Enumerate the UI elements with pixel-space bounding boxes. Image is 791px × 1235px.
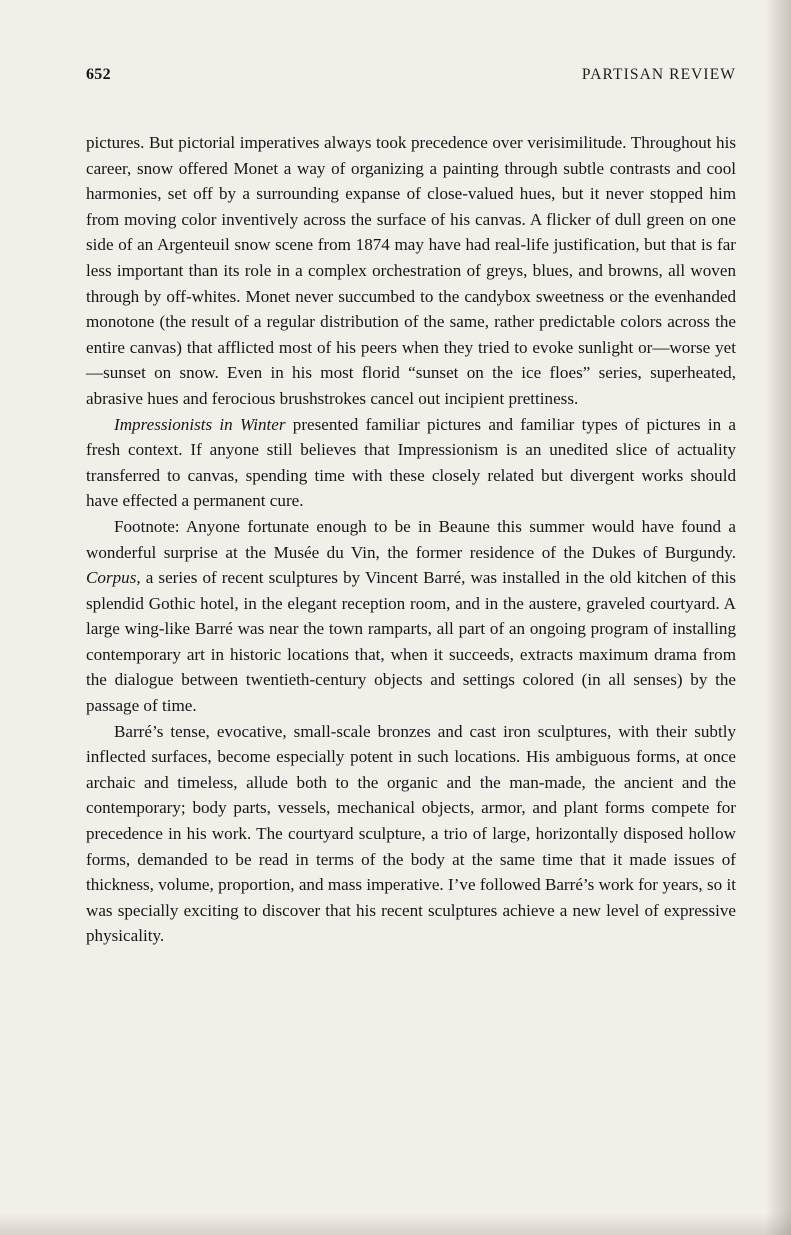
page-content <box>86 66 736 949</box>
paragraph-3-part-1: Footnote: Anyone fortunate enough to be in Beaune this summer would have found a wonderful surprise at the Musée du Vin, the former residence of the Dukes of Burgundy. <box>86 516 736 562</box>
paragraph-3 <box>86 514 736 719</box>
paragraph-3-part-2: a series of recent sculptures by Vincent Barré, was installed in the old kitchen of this splendid Gothic hotel, in the elegant reception room, and in the austere, graveled courtyard. A large wing-like Barré was near the town ramparts, all part of an ongoing program of installing contemporary art in historic locations that, when it succeeds, extracts maximum drama from the dialogue between twentieth-century objects and settings colored (in all senses) by the passage of time. <box>86 568 736 716</box>
italic-title-corpus: Corpus, <box>86 568 141 588</box>
paragraph-2-rest: presented familiar pictures and familiar types of pictures in a fresh context. If anyone still believes that Impressionism is an unedited slice of actuality transferred to canvas, spending time with these closely related but divergent works should have effected a permanent cure. <box>86 414 736 511</box>
italic-title-impressionists-in-winter: Impressionists in Winter <box>114 414 286 434</box>
article-body <box>86 130 736 949</box>
running-head <box>86 66 736 84</box>
page-number: 652 <box>86 66 111 83</box>
paragraph-4: Barré’s tense, evocative, small-scale bronzes and cast iron sculptures, with their subtly inflected surfaces, become especially potent in such locations. His ambiguous forms, at once archaic and timeless, allude both to the organic and the man-made, the ancient and the contemporary; body parts, vessels, mechanical objects, armor, and plant forms compete for precedence in his work. The courtyard sculpture, a trio of large, horizontally disposed hollow forms, demanded to be read in terms of the body at the same time that it made issues of thickness, volume, proportion, and mass imperative. I’ve followed Barré’s work for years, so it was specially exciting to discover that his recent sculptures achieve a new level of expressive physicality. <box>86 721 736 946</box>
journal-title: PARTISAN REVIEW <box>581 66 736 83</box>
paragraph-2 <box>86 412 736 514</box>
paragraph-1: pictures. But pictorial imperatives always took precedence over verisimilitude. Throughout his career, snow offered Monet a way of organizing a painting through subtle contrasts and cool harmonies, set off by a surrounding expanse of close-valued hues, but it never stopped him from moving color inventively across the surface of his canvas. A flicker of dull green on one side of an Argenteuil snow scene from 1874 may have had real-life justification, but that is far less important than its role in a complex orchestration of greys, blues, and browns, all woven through by off-whites. Monet never succumbed to the candybox sweetness or the evenhanded monotone (the result of a regular distribution of the same, rather predictable colors across the entire canvas) that afflicted most of his peers when they tried to evoke sunlight or—worse yet—sunset on snow. Even in his most florid “sunset on the ice floes” series, superheated, abrasive hues and ferocious brushstrokes cancel out incipient prettiness. <box>86 133 736 408</box>
